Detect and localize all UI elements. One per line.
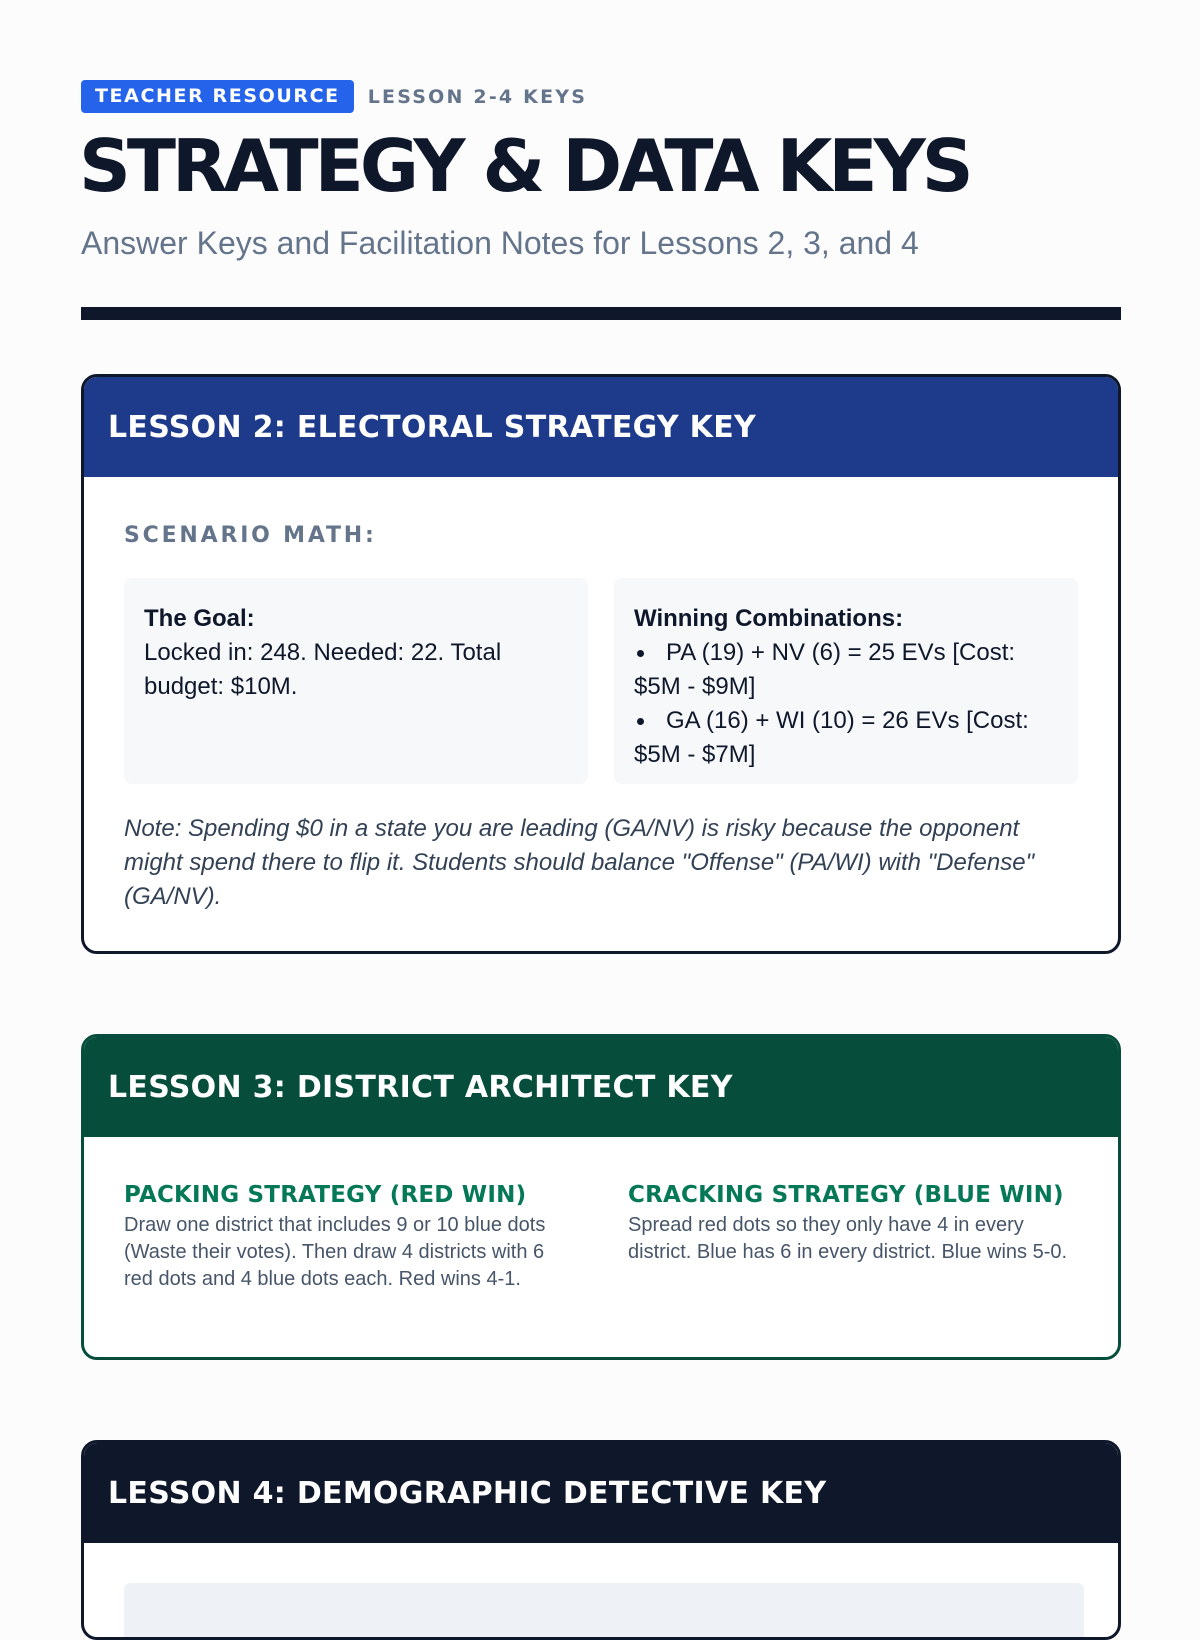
packing-strategy	[124, 1182, 574, 1293]
lesson-3-card	[81, 1034, 1121, 1360]
header-divider	[81, 307, 1121, 320]
scenario-math-label: SCENARIO MATH:	[124, 523, 377, 548]
goal-title: The Goal:	[144, 605, 255, 632]
lesson-4-card	[81, 1440, 1121, 1640]
packing-strategy-text: Draw one district that includes 9 or 10 blue dots (Waste their votes). Then draw 4 districts with 6 red dots and 4 blue dots each. Red wins 4-1.	[124, 1214, 546, 1290]
page-title: STRATEGY & DATA KEYS	[79, 124, 970, 208]
teacher-resource-badge: TEACHER RESOURCE	[81, 80, 354, 113]
combination-list	[634, 636, 1058, 772]
winning-combinations-box	[614, 578, 1078, 784]
winning-combinations-title: Winning Combinations:	[634, 605, 904, 632]
combination-item: GA (16) + WI (10) = 26 EVs [Cost: $5M - $7M]	[634, 704, 1058, 772]
lesson-2-card	[81, 374, 1121, 954]
page-subtitle: Answer Keys and Facilitation Notes for Lessons 2, 3, and 4	[81, 225, 919, 261]
goal-box	[124, 578, 588, 784]
lesson-4-heading: LESSON 4: DEMOGRAPHIC DETECTIVE KEY	[84, 1443, 1118, 1543]
cracking-strategy-text: Spread red dots so they only have 4 in every district. Blue has 6 in every district. Blue wins 5-0.	[628, 1214, 1068, 1263]
lesson-range-label: LESSON 2-4 KEYS	[367, 85, 588, 108]
cracking-strategy	[628, 1182, 1068, 1266]
packing-strategy-title: PACKING STRATEGY (RED WIN)	[124, 1182, 527, 1208]
lesson-2-heading: LESSON 2: ELECTORAL STRATEGY KEY	[84, 377, 1118, 477]
facilitation-note: Note: Spending $0 in a state you are leading (GA/NV) is risky because the opponent might spend there to flip it. Students should balance "Offense" (PA/WI) with "Defense" (GA/NV).	[124, 815, 1035, 910]
lesson-4-content-box	[124, 1583, 1084, 1640]
lesson-3-heading: LESSON 3: DISTRICT ARCHITECT KEY	[84, 1037, 1118, 1137]
cracking-strategy-title: CRACKING STRATEGY (BLUE WIN)	[628, 1182, 1064, 1208]
header-meta	[81, 80, 587, 113]
combination-item: PA (19) + NV (6) = 25 EVs [Cost: $5M - $9M]	[634, 636, 1058, 704]
goal-text: Locked in: 248. Needed: 22. Total budget: $10M.	[144, 639, 502, 700]
